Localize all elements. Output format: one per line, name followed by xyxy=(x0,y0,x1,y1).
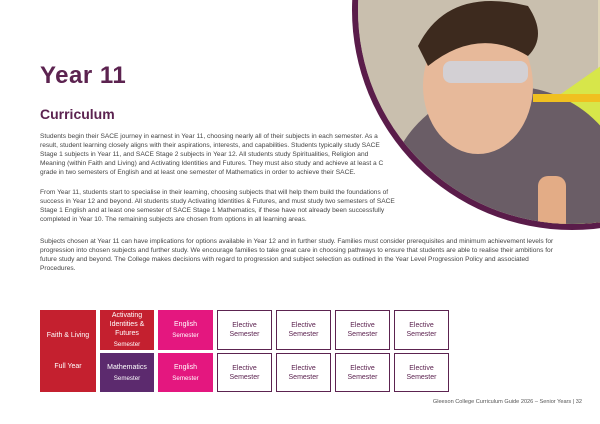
paragraph-implications: Subjects chosen at Year 11 can have implications for options available in Year 12 and in further study. Families must consider prerequisites and minimum achievement levels for progression into chosen subjects and further study. We encourage families to take great care in choosing pathways to ensure that students are able to realise their ambitions for future study and beyond. The College makes decisions with regard to progression and subject selection as outlined in the Year Level Progression Policy and associated Procedures. xyxy=(40,238,554,272)
page-footer: Gleeson College Curriculum Guide 2026 – Senior Years | 32 xyxy=(432,399,582,405)
maths-label: Mathematics xyxy=(107,363,147,371)
faith-living-label: Faith & Living xyxy=(46,332,90,339)
elective-label: Elective xyxy=(232,364,257,372)
elective-cell xyxy=(394,353,449,392)
elective-sub-label: Semester xyxy=(229,373,260,381)
elective-label: Elective xyxy=(291,364,316,372)
elective-sub-label: Semester xyxy=(229,331,260,338)
english-sub-label-1: Semester xyxy=(172,332,199,339)
activating-label: Activating Identities & Futures xyxy=(109,312,145,337)
elective-cell xyxy=(276,310,331,350)
elective-cell xyxy=(394,310,449,350)
elective-sub-label: Semester xyxy=(288,373,319,381)
elective-label: Elective xyxy=(409,364,434,372)
english-semester-cell-2 xyxy=(158,353,213,392)
mathematics-semester-cell xyxy=(100,353,154,392)
elective-cell xyxy=(335,310,390,350)
elective-cell xyxy=(217,310,272,350)
english-sub-label-2: Semester xyxy=(172,374,199,382)
full-year-label: Full Year xyxy=(54,363,82,370)
paragraph-specialise: From Year 11, students start to specialise in their learning, choosing subjects that will help them build the foundations of success in Year 12 and beyond. All students study Activating Identities & Futures, and must study two semesters of SACE Stage 1 English and at least one semester of SACE Stage 1 Mathematics, if these have not already been successfully completed in Year 10. The remaining subjects are chosen from options in all learning areas. xyxy=(40,189,395,223)
section-title: Curriculum xyxy=(40,106,115,122)
english-semester-cell-1 xyxy=(158,310,213,350)
elective-cell xyxy=(276,353,331,392)
english-label-1: English xyxy=(174,321,197,328)
elective-sub-label: Semester xyxy=(406,331,437,338)
elective-cell xyxy=(217,353,272,392)
elective-cell xyxy=(335,353,390,392)
elective-sub-label: Semester xyxy=(347,331,378,338)
page-title: Year 11 xyxy=(40,62,127,89)
elective-label: Elective xyxy=(291,322,316,329)
elective-sub-label: Semester xyxy=(288,331,319,338)
elective-sub-label: Semester xyxy=(406,373,437,381)
activating-sub-label: Semester xyxy=(113,341,141,348)
elective-label: Elective xyxy=(350,322,375,329)
elective-label: Elective xyxy=(409,322,434,329)
paragraph-intro: Students begin their SACE journey in earnest in Year 11, choosing nearly all of their subjects in each semester. As a result, student learning closely aligns with their aspirations, interests, and capabilities. Students typically study SACE Stage 1 subjects in Year 11, and SACE Stage 2 subjects in Year 12. All students study Spiritualities, Religion and Meaning (within Faith and Living) and Activating Identities and Futures. They must also study and achieve at least a C grade in two semesters of English and at least one semester of Mathematics in order to achieve their SACE. xyxy=(40,133,384,176)
maths-sub-label: Semester xyxy=(113,374,141,382)
elective-label: Elective xyxy=(350,364,375,372)
elective-label: Elective xyxy=(232,322,257,329)
faith-living-full-year-cell xyxy=(40,310,96,392)
activating-identities-cell xyxy=(100,310,154,350)
english-label-2: English xyxy=(174,363,197,371)
elective-sub-label: Semester xyxy=(347,373,378,381)
